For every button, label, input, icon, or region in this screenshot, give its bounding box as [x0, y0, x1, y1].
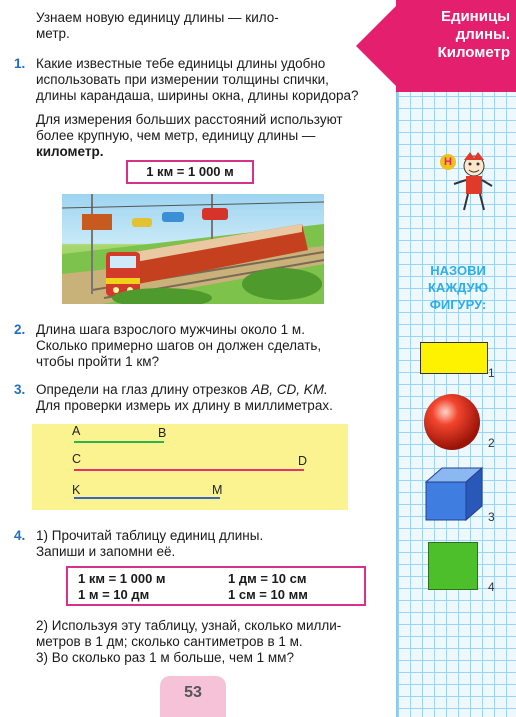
info-line1: Для измерения больших расстояний используют	[36, 112, 343, 127]
figure-sphere	[422, 392, 482, 452]
mascot-badge: Н	[440, 154, 456, 170]
task4-number: 4.	[14, 528, 26, 543]
figure-number-3: 3	[488, 510, 495, 524]
figure-number-4: 4	[488, 580, 495, 594]
page-number: 53	[184, 684, 202, 701]
topic-title	[402, 8, 510, 62]
figure-number-1: 1	[488, 366, 495, 380]
train-drawing	[62, 194, 324, 304]
segments-panel	[32, 424, 348, 510]
figure-square	[428, 542, 478, 590]
figure-prompt	[404, 262, 512, 313]
task4-line4: метров в 1 дм; сколько сантиметров в 1 м.	[36, 634, 303, 649]
task4-line1: 1) Прочитай таблицу единиц длины.	[36, 528, 264, 543]
task3-number: 3.	[14, 382, 26, 397]
task3-line1	[36, 382, 328, 398]
task3-line2: Для проверки измерь их длину в миллиметрах.	[36, 398, 333, 413]
task1-line3: длины карандаша, ширины окна, длины коридора?	[36, 88, 359, 103]
task4-line5: 3) Во сколько раз 1 м больше, чем 1 мм?	[36, 650, 294, 665]
task2-line3: чтобы пройти 1 км?	[36, 354, 160, 369]
task4-line2: Запиши и запомни её.	[36, 544, 176, 559]
figure-prompt-line2: КАЖДУЮ	[428, 280, 488, 295]
figure-number-2: 2	[488, 436, 495, 450]
segment-cd-start-label: C	[72, 452, 82, 466]
segment-ab-start-label: A	[72, 424, 81, 438]
train-illustration	[62, 194, 324, 304]
figure-prompt-line3: ФИГУРУ:	[429, 297, 487, 312]
task2-number: 2.	[14, 322, 26, 337]
intro-line2: метр.	[36, 26, 70, 41]
table-cell-dm: 1 дм = 10 см	[228, 571, 307, 586]
task4-line3: 2) Используя эту таблицу, узнай, сколько милли-	[36, 618, 342, 633]
task1-line2: использовать при измерении толщины спички,	[36, 72, 329, 87]
table-cell-m: 1 м = 10 дм	[78, 587, 150, 602]
info-line3-term: километр.	[36, 144, 104, 159]
task2-line2: Сколько примерно шагов он должен сделать,	[36, 338, 322, 353]
task1-line1: Какие известные тебе единицы длины удобно	[36, 56, 326, 71]
table-cell-cm: 1 см = 10 мм	[228, 587, 308, 602]
segment-ab-end-label: B	[158, 426, 167, 440]
topic-banner-notch	[356, 6, 396, 86]
topic-title-line3: Километр	[437, 44, 510, 61]
task3-line1-text: Определи на глаз длину отрезков	[36, 382, 252, 397]
figure-prompt-line1: НАЗОВИ	[430, 263, 486, 278]
figure-cube	[420, 466, 486, 522]
task3-line1-segments: AB, CD, KM.	[251, 382, 328, 397]
table-cell-km: 1 км = 1 000 м	[78, 571, 166, 586]
intro-line1: Узнаем новую единицу длины — кило-	[36, 10, 279, 25]
segment-cd-end-label: D	[298, 454, 308, 468]
task2-line1: Длина шага взрослого мужчины около 1 м.	[36, 322, 305, 337]
task1-number: 1.	[14, 56, 26, 71]
figure-rectangle	[420, 342, 488, 374]
segment-km-start-label: K	[72, 483, 81, 497]
topic-title-line1: Единицы	[440, 8, 510, 25]
km-formula-box: 1 км = 1 000 м	[126, 160, 254, 184]
topic-title-line2: длины.	[455, 26, 510, 43]
info-line2: более крупную, чем метр, единицу длины —	[36, 128, 316, 143]
segment-km-end-label: M	[212, 483, 223, 497]
length-units-table	[66, 566, 366, 606]
